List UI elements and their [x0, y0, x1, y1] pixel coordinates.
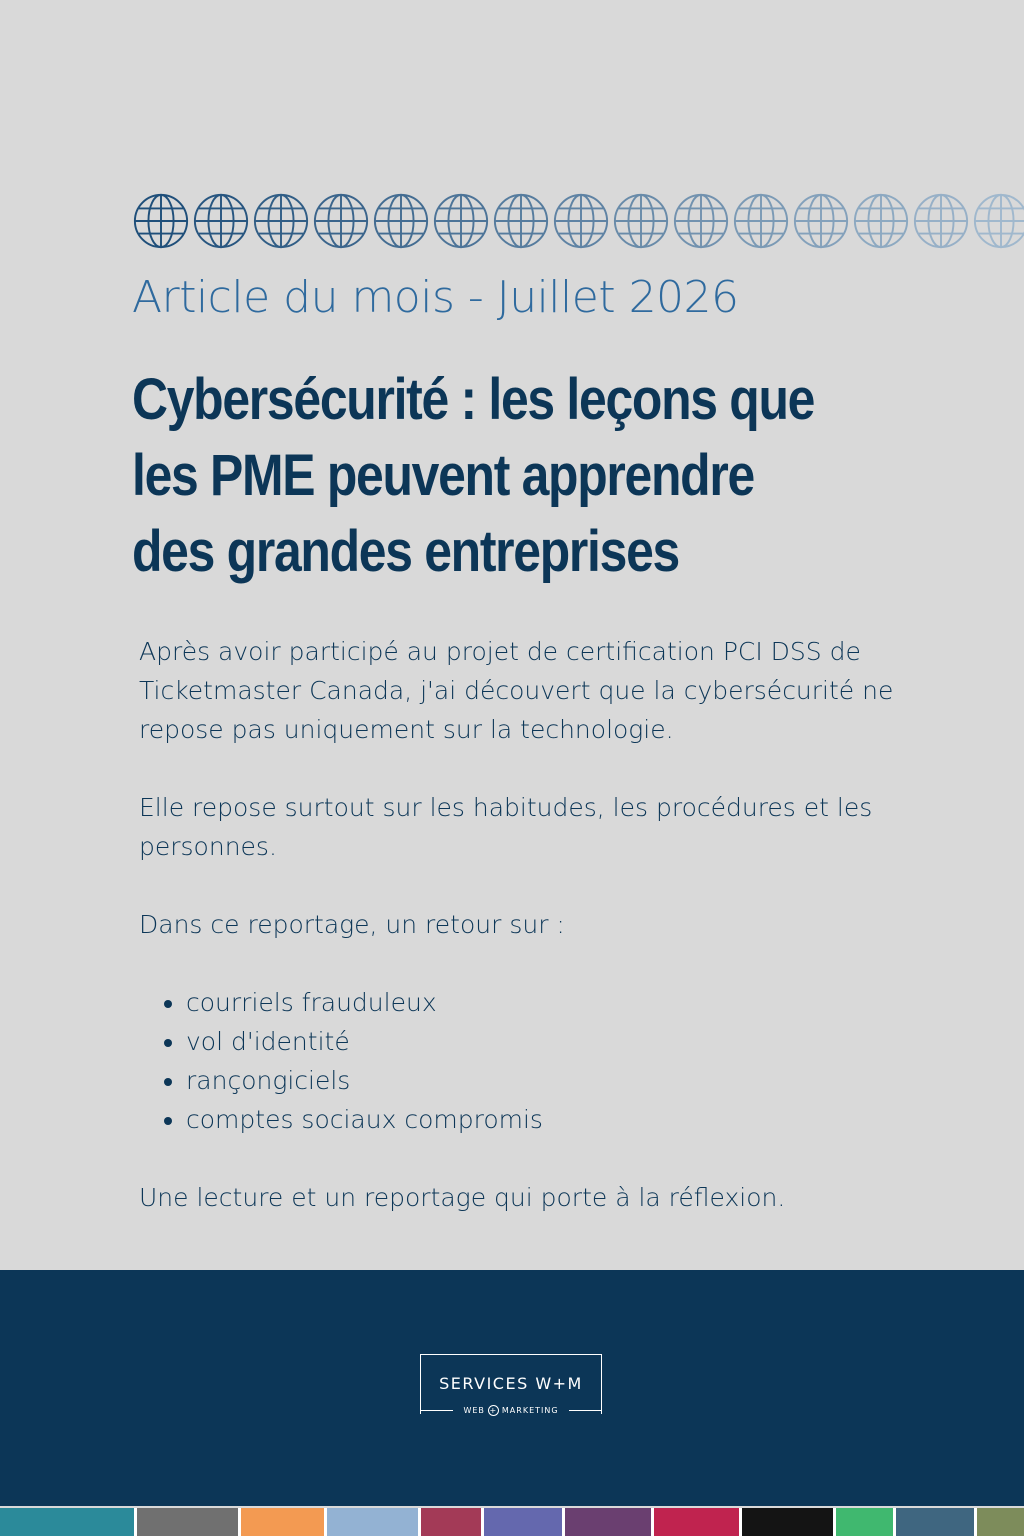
list-item: • courriels frauduleux [186, 983, 919, 1022]
second-paragraph: Elle repose surtout sur les habitudes, les procédures et les personnes. [139, 793, 873, 861]
globe-icon [612, 192, 670, 250]
color-stripe [0, 1508, 134, 1536]
globe-icon [492, 192, 550, 250]
color-stripe [565, 1508, 651, 1536]
list-item: • comptes sociaux compromis [186, 1100, 919, 1139]
logo-tagline [421, 1405, 601, 1416]
plus-icon: + [489, 1406, 498, 1415]
globe-icon [312, 192, 370, 250]
globe-icon [972, 192, 1024, 250]
globe-icon [912, 192, 970, 250]
color-stripe [421, 1508, 481, 1536]
color-stripe-bar [0, 1508, 1024, 1536]
globe-icon-row [132, 192, 1024, 250]
color-stripe [327, 1508, 418, 1536]
list-item: • vol d'identité [186, 1022, 919, 1061]
color-stripe [654, 1508, 739, 1536]
article-body [139, 632, 919, 1217]
logo-tagline-web: WEB [463, 1406, 485, 1415]
closing-paragraph: Une lecture et un reportage qui porte à la réflexion. [139, 1183, 786, 1212]
color-stripe [836, 1508, 893, 1536]
color-stripe [896, 1508, 974, 1536]
color-stripe [137, 1508, 238, 1536]
article-kicker: Article du mois - Juillet 2026 [132, 272, 739, 323]
footer [0, 1270, 1024, 1506]
article-headline: Cybersécurité : les leçons que les PME peuvent apprendre des grandes entreprises [132, 367, 815, 584]
topics-list [139, 983, 919, 1139]
color-stripe [241, 1508, 324, 1536]
color-stripe [484, 1508, 562, 1536]
globe-icon [372, 192, 430, 250]
globe-icon [432, 192, 490, 250]
logo-wordmark: SERVICES W+M [439, 1374, 583, 1393]
logo-tagline-marketing: MARKETING [501, 1406, 559, 1415]
intro-paragraph: Après avoir participé au projet de certification PCI DSS de Ticketmaster Canada, j'ai découvert que la cybersécurité ne repose pas uniquement sur la technologie. [139, 637, 894, 744]
globe-icon [132, 192, 190, 250]
color-stripe [742, 1508, 833, 1536]
brand-logo [420, 1354, 602, 1414]
globe-icon [252, 192, 310, 250]
color-stripe [977, 1508, 1024, 1536]
globe-icon [792, 192, 850, 250]
globe-icon [852, 192, 910, 250]
globe-icon [552, 192, 610, 250]
globe-icon [732, 192, 790, 250]
globe-icon [192, 192, 250, 250]
globe-icon [672, 192, 730, 250]
list-item: • rançongiciels [186, 1061, 919, 1100]
topics-intro: Dans ce reportage, un retour sur : [139, 910, 565, 939]
